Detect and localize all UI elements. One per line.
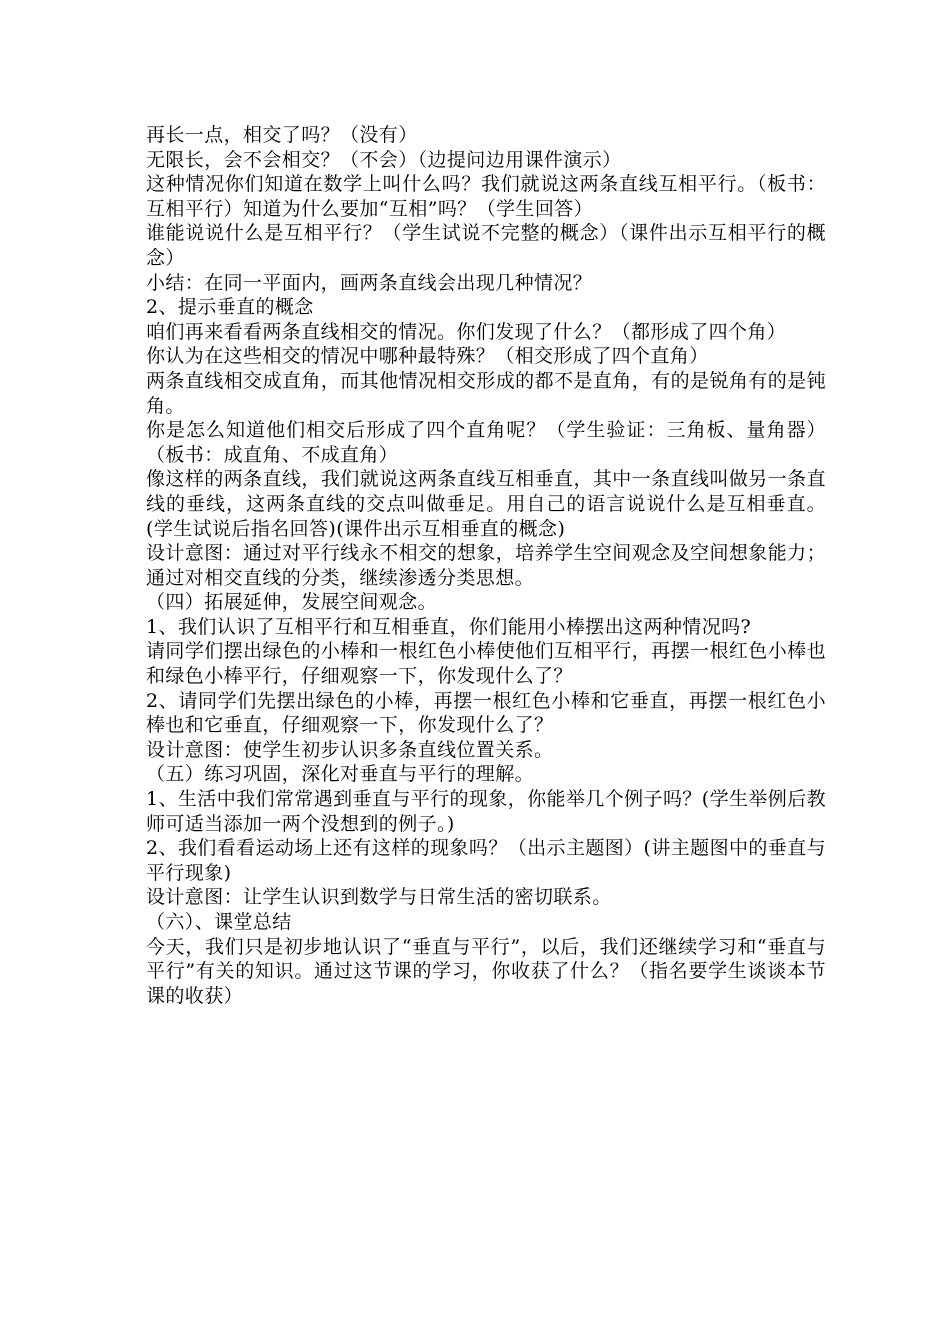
paragraph: 再长一点，相交了吗？（没有） (146, 124, 418, 146)
paragraph: 2、我们看看运动场上还有这样的现象吗？（出示主题图）(讲主题图中的垂直与平行现象) (146, 837, 826, 884)
paragraph: 你是怎么知道他们相交后形成了四个直角呢？（学生验证：三角板、量角器）（板书：成直角、不成直角） (146, 419, 826, 466)
paragraph: 1、我们认识了互相平行和互相垂直，你们能用小棒摆出这两种情况吗? (146, 615, 752, 638)
paragraph: 像这样的两条直线，我们就说这两条直线互相垂直，其中一条直线叫做另一条直线的垂线，这两条直线的交点叫做垂足。用自己的语言说说什么是互相垂直。(学生试说后指名回答)(课件出示互相垂直的概念) (146, 468, 826, 540)
paragraph: 两条直线相交成直角，而其他情况相交形成的都不是直角，有的是锐角有的是钝角。 (146, 369, 826, 417)
section-heading: （六）、课堂总结 (146, 911, 292, 933)
paragraph: 无限长，会不会相交？（不会）（边提问边用课件演示） (146, 148, 622, 171)
paragraph: 你认为在这些相交的情况中哪种最特殊？（相交形成了四个直角） (146, 345, 709, 368)
section-heading: （四）拓展延伸，发展空间观念。 (146, 591, 438, 614)
paragraph: 咱们再来看看两条直线相交的情况。你们发现了什么？（都形成了四个角） (146, 320, 787, 343)
paragraph: 谁能说说什么是互相平行？（学生试说不完整的概念）（课件出示互相平行的概念） (146, 222, 826, 269)
paragraph: 2、请同学们先摆出绿色的小棒，再摆一根红色小棒和它垂直，再摆一根红色小棒也和它垂直，仔细观察一下，你发现什么了？ (146, 689, 826, 737)
design-intent-note: 设计意图：让学生认识到数学与日常生活的密切联系。 (146, 886, 612, 909)
design-intent-note: 设计意图：使学生初步认识多条直线位置关系。 (146, 738, 554, 761)
paragraph: 小结：在同一平面内，画两条直线会出现几种情况？ (146, 271, 593, 294)
paragraph: 这种情况你们知道在数学上叫什么吗？我们就说这两条直线互相平行。（板书：互相平行）知道为什么要加“互相”吗？（学生回答） (146, 173, 826, 220)
paragraph: 请同学们摆出绿色的小棒和一根红色小棒使他们互相平行，再摆一根红色小棒也和绿色小棒平行，仔细观察一下，你发现什么了？ (146, 640, 826, 688)
design-intent-note: 设计意图：通过对平行线永不相交的想象，培养学生空间观念及空间想象能力；通过对相交直线的分类，继续渗透分类思想。 (146, 542, 826, 589)
section-heading: 2、提示垂直的概念 (146, 296, 314, 319)
paragraph: 今天，我们只是初步地认识了“垂直与平行”，以后，我们还继续学习和“垂直与平行”有关的知识。通过这节课的学习，你收获了什么？（指名要学生谈谈本节课的收获） (146, 935, 826, 1007)
document-body (146, 123, 826, 1008)
section-heading: （五）练习巩固，深化对垂直与平行的理解。 (146, 763, 535, 786)
paragraph: 1、生活中我们常常遇到垂直与平行的现象，你能举几个例子吗？(学生举例后教师可适当添加一两个没想到的例子。) (146, 788, 826, 835)
